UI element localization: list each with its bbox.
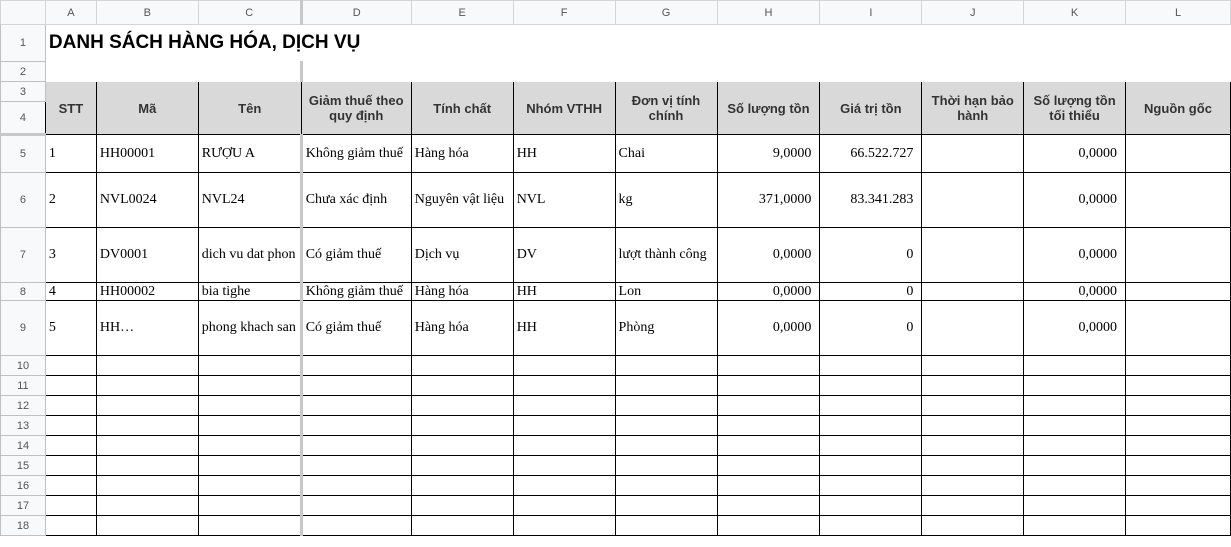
- empty-cell[interactable]: [717, 396, 820, 416]
- empty-cell[interactable]: [45, 376, 96, 396]
- empty-cell[interactable]: [717, 456, 820, 476]
- empty-cell[interactable]: [922, 476, 1024, 496]
- header-thoi-han-bao-hanh[interactable]: Thời hạn bảo hành: [922, 82, 1024, 135]
- cell-ma[interactable]: HH…: [96, 301, 198, 356]
- empty-cell[interactable]: [1126, 376, 1231, 396]
- empty-cell[interactable]: [615, 356, 717, 376]
- cell-sl-ton[interactable]: 0,0000: [717, 228, 820, 283]
- empty-cell[interactable]: [301, 476, 411, 496]
- cell-bao-hanh[interactable]: [922, 228, 1024, 283]
- cell-stt[interactable]: 1: [45, 135, 96, 173]
- cell-a2[interactable]: [45, 62, 301, 82]
- empty-cell[interactable]: [96, 356, 198, 376]
- cell-sl-min[interactable]: 0,0000: [1024, 135, 1126, 173]
- column-header-g[interactable]: G: [615, 1, 717, 25]
- empty-cell[interactable]: [301, 376, 411, 396]
- cell-nhom[interactable]: DV: [513, 228, 615, 283]
- empty-cell[interactable]: [96, 456, 198, 476]
- empty-cell[interactable]: [615, 416, 717, 436]
- empty-cell[interactable]: [45, 416, 96, 436]
- empty-cell[interactable]: [615, 436, 717, 456]
- cell-giam-thue[interactable]: Không giảm thuế: [301, 283, 411, 301]
- empty-cell[interactable]: [301, 356, 411, 376]
- empty-cell[interactable]: [513, 476, 615, 496]
- column-header-row: [1, 1, 1231, 25]
- empty-cell[interactable]: [96, 476, 198, 496]
- empty-cell[interactable]: [198, 416, 301, 436]
- header-giam-thue[interactable]: Giảm thuế theo quy định: [301, 82, 411, 135]
- cell-gt-ton[interactable]: 83.341.283: [820, 173, 922, 228]
- empty-cell[interactable]: [922, 416, 1024, 436]
- empty-cell[interactable]: [198, 516, 301, 536]
- empty-cell[interactable]: [820, 436, 922, 456]
- empty-cell[interactable]: [96, 416, 198, 436]
- empty-cell[interactable]: [615, 476, 717, 496]
- empty-cell[interactable]: [615, 376, 717, 396]
- empty-cell[interactable]: [922, 456, 1024, 476]
- cell-giam-thue[interactable]: Không giảm thuế: [301, 135, 411, 173]
- cell-sl-ton[interactable]: 0,0000: [717, 283, 820, 301]
- empty-cell[interactable]: [1126, 456, 1231, 476]
- column-header-c[interactable]: C: [198, 1, 301, 25]
- empty-row: [1, 496, 1231, 516]
- header-don-vi-tinh[interactable]: Đơn vị tính chính: [615, 82, 717, 135]
- empty-cell[interactable]: [411, 416, 513, 436]
- header-ma[interactable]: Mã: [96, 82, 198, 135]
- empty-cell[interactable]: [1024, 396, 1126, 416]
- empty-cell[interactable]: [820, 496, 922, 516]
- empty-cell[interactable]: [1126, 516, 1231, 536]
- empty-cell[interactable]: [615, 456, 717, 476]
- empty-cell[interactable]: [45, 476, 96, 496]
- row-header-5[interactable]: 5: [1, 135, 46, 173]
- cell-gt-ton[interactable]: 0: [820, 301, 922, 356]
- empty-cell[interactable]: [513, 416, 615, 436]
- empty-cell[interactable]: [96, 516, 198, 536]
- cell-bao-hanh[interactable]: [922, 173, 1024, 228]
- row-header-15[interactable]: 15: [1, 456, 46, 476]
- cell-ten[interactable]: RƯỢU A: [198, 135, 301, 173]
- empty-row: [1, 396, 1231, 416]
- cell-tinh-chat[interactable]: Nguyên vật liệu: [411, 173, 513, 228]
- cell-bao-hanh[interactable]: [922, 135, 1024, 173]
- empty-cell[interactable]: [820, 356, 922, 376]
- empty-cell[interactable]: [1126, 496, 1231, 516]
- empty-cell[interactable]: [513, 456, 615, 476]
- cell-dvt[interactable]: lượt thành công: [615, 228, 717, 283]
- column-header-h[interactable]: H: [717, 1, 820, 25]
- column-header-k[interactable]: K: [1024, 1, 1126, 25]
- cell-gt-ton[interactable]: 0: [820, 228, 922, 283]
- empty-cell[interactable]: [820, 416, 922, 436]
- empty-cell[interactable]: [198, 496, 301, 516]
- empty-cell[interactable]: [922, 376, 1024, 396]
- empty-cell[interactable]: [820, 516, 922, 536]
- empty-cell[interactable]: [198, 396, 301, 416]
- empty-cell[interactable]: [301, 456, 411, 476]
- row-header-14[interactable]: 14: [1, 436, 46, 456]
- cell-tinh-chat[interactable]: Dịch vụ: [411, 228, 513, 283]
- table-row: [1, 283, 1231, 301]
- empty-cell[interactable]: [1024, 416, 1126, 436]
- empty-cell[interactable]: [717, 496, 820, 516]
- column-header-d[interactable]: D: [301, 1, 411, 25]
- cell-stt[interactable]: 5: [45, 301, 96, 356]
- cell-stt[interactable]: 3: [45, 228, 96, 283]
- empty-row: [1, 356, 1231, 376]
- cell-stt[interactable]: 4: [45, 283, 96, 301]
- cell-giam-thue[interactable]: Có giảm thuế: [301, 228, 411, 283]
- cell-sl-ton[interactable]: 9,0000: [717, 135, 820, 173]
- empty-cell[interactable]: [45, 496, 96, 516]
- column-header-j[interactable]: J: [922, 1, 1024, 25]
- header-nhom-vthh[interactable]: Nhóm VTHH: [513, 82, 615, 135]
- cell-gt-ton[interactable]: 66.522.727: [820, 135, 922, 173]
- row-header-17[interactable]: 17: [1, 496, 46, 516]
- cell-nhom[interactable]: HH: [513, 301, 615, 356]
- empty-cell[interactable]: [820, 476, 922, 496]
- empty-cell[interactable]: [1024, 436, 1126, 456]
- empty-cell[interactable]: [1126, 476, 1231, 496]
- cell-giam-thue[interactable]: Có giảm thuế: [301, 301, 411, 356]
- empty-cell[interactable]: [1024, 476, 1126, 496]
- empty-cell[interactable]: [1126, 416, 1231, 436]
- cell-bao-hanh[interactable]: [922, 283, 1024, 301]
- empty-cell[interactable]: [615, 396, 717, 416]
- empty-cell[interactable]: [513, 376, 615, 396]
- empty-cell[interactable]: [1024, 356, 1126, 376]
- header-gia-tri-ton[interactable]: Giá trị tồn: [820, 82, 922, 135]
- cell-nhom[interactable]: NVL: [513, 173, 615, 228]
- empty-cell[interactable]: [96, 436, 198, 456]
- row-header-4[interactable]: 4: [1, 102, 46, 135]
- empty-cell[interactable]: [301, 496, 411, 516]
- empty-cell[interactable]: [301, 416, 411, 436]
- empty-cell[interactable]: [411, 456, 513, 476]
- cell-ten[interactable]: bia tighe: [198, 283, 301, 301]
- empty-cell[interactable]: [820, 456, 922, 476]
- cell-ma[interactable]: NVL0024: [96, 173, 198, 228]
- cell-tinh-chat[interactable]: Hàng hóa: [411, 301, 513, 356]
- cell-nguon-goc[interactable]: [1126, 283, 1231, 301]
- empty-cell[interactable]: [717, 376, 820, 396]
- empty-cell[interactable]: [198, 476, 301, 496]
- empty-row: [1, 516, 1231, 536]
- row-header-1[interactable]: 1: [1, 25, 46, 62]
- empty-cell[interactable]: [45, 436, 96, 456]
- empty-cell[interactable]: [411, 376, 513, 396]
- cell-nhom[interactable]: HH: [513, 135, 615, 173]
- empty-cell[interactable]: [198, 456, 301, 476]
- sheet-row-1: [1, 25, 1231, 62]
- row-header-8[interactable]: 8: [1, 283, 46, 301]
- empty-row: [1, 456, 1231, 476]
- column-header-f[interactable]: F: [513, 1, 615, 25]
- cell-tinh-chat[interactable]: Hàng hóa: [411, 283, 513, 301]
- empty-cell[interactable]: [45, 356, 96, 376]
- table-row: [1, 301, 1231, 356]
- empty-cell[interactable]: [922, 436, 1024, 456]
- sheet-title[interactable]: DANH SÁCH HÀNG HÓA, DỊCH VỤ: [48, 32, 361, 53]
- row-header-13[interactable]: 13: [1, 416, 46, 436]
- header-ten[interactable]: Tên: [198, 82, 301, 135]
- cell-giam-thue[interactable]: Chưa xác định: [301, 173, 411, 228]
- row-header-7[interactable]: 7: [1, 228, 46, 283]
- row-header-16[interactable]: 16: [1, 476, 46, 496]
- row-header-12[interactable]: 12: [1, 396, 46, 416]
- empty-cell[interactable]: [1126, 436, 1231, 456]
- row-header-3[interactable]: 3: [1, 82, 46, 102]
- cell-d2[interactable]: [301, 62, 1230, 82]
- empty-cell[interactable]: [922, 496, 1024, 516]
- row-header-10[interactable]: 10: [1, 356, 46, 376]
- cell-sl-ton[interactable]: 0,0000: [717, 301, 820, 356]
- empty-cell[interactable]: [1126, 356, 1231, 376]
- cell-sl-min[interactable]: 0,0000: [1024, 173, 1126, 228]
- table-row: [1, 228, 1231, 283]
- empty-cell[interactable]: [411, 516, 513, 536]
- empty-cell[interactable]: [615, 516, 717, 536]
- empty-cell[interactable]: [717, 436, 820, 456]
- empty-cell[interactable]: [411, 356, 513, 376]
- empty-cell[interactable]: [198, 356, 301, 376]
- empty-cell[interactable]: [301, 436, 411, 456]
- row-header-18[interactable]: 18: [1, 516, 46, 536]
- cell-ten[interactable]: dich vu dat phon: [198, 228, 301, 283]
- empty-row: [1, 376, 1231, 396]
- empty-row: [1, 476, 1231, 496]
- cell-nguon-goc[interactable]: [1126, 228, 1231, 283]
- empty-cell[interactable]: [411, 496, 513, 516]
- empty-cell[interactable]: [96, 496, 198, 516]
- empty-row: [1, 436, 1231, 456]
- empty-cell[interactable]: [411, 396, 513, 416]
- select-all-corner[interactable]: [1, 1, 46, 25]
- header-so-luong-ton-toi-thieu[interactable]: Số lượng tồn tối thiểu: [1024, 82, 1126, 135]
- empty-cell[interactable]: [198, 436, 301, 456]
- empty-cell[interactable]: [513, 516, 615, 536]
- empty-cell[interactable]: [45, 456, 96, 476]
- cell-nguon-goc[interactable]: [1126, 301, 1231, 356]
- table-row: [1, 135, 1231, 173]
- empty-cell[interactable]: [1024, 516, 1126, 536]
- cell-nguon-goc[interactable]: [1126, 135, 1231, 173]
- empty-cell[interactable]: [1024, 376, 1126, 396]
- cell-dvt[interactable]: kg: [615, 173, 717, 228]
- empty-cell[interactable]: [96, 376, 198, 396]
- row-header-11[interactable]: 11: [1, 376, 46, 396]
- empty-cell[interactable]: [45, 396, 96, 416]
- empty-cell[interactable]: [1024, 456, 1126, 476]
- cell-sl-min[interactable]: 0,0000: [1024, 301, 1126, 356]
- header-nguon-goc[interactable]: Nguồn gốc: [1126, 82, 1231, 135]
- sheet-row-2: [1, 62, 1231, 82]
- cell-stt[interactable]: 2: [45, 173, 96, 228]
- cell-gt-ton[interactable]: 0: [820, 283, 922, 301]
- empty-cell[interactable]: [45, 516, 96, 536]
- empty-cell[interactable]: [198, 376, 301, 396]
- empty-cell[interactable]: [922, 396, 1024, 416]
- row-header-6[interactable]: 6: [1, 173, 46, 228]
- empty-cell[interactable]: [615, 496, 717, 516]
- empty-row: [1, 416, 1231, 436]
- empty-cell[interactable]: [513, 396, 615, 416]
- cell-nhom[interactable]: HH: [513, 283, 615, 301]
- empty-cell[interactable]: [411, 436, 513, 456]
- header-tinh-chat[interactable]: Tính chất: [411, 82, 513, 135]
- cell-ten[interactable]: NVL24: [198, 173, 301, 228]
- empty-cell[interactable]: [96, 396, 198, 416]
- cell-tinh-chat[interactable]: Hàng hóa: [411, 135, 513, 173]
- cell-sl-ton[interactable]: 371,0000: [717, 173, 820, 228]
- header-stt[interactable]: STT: [45, 82, 96, 135]
- cell-ma[interactable]: DV0001: [96, 228, 198, 283]
- row-header-9[interactable]: 9: [1, 301, 46, 356]
- column-header-l[interactable]: L: [1126, 1, 1231, 25]
- empty-cell[interactable]: [411, 476, 513, 496]
- empty-cell[interactable]: [1126, 396, 1231, 416]
- row-header-2[interactable]: 2: [1, 62, 46, 82]
- cell-sl-min[interactable]: 0,0000: [1024, 283, 1126, 301]
- cell-sl-min[interactable]: 0,0000: [1024, 228, 1126, 283]
- cell-dvt[interactable]: Phòng: [615, 301, 717, 356]
- empty-cell[interactable]: [513, 356, 615, 376]
- cell-ten[interactable]: phong khach san: [198, 301, 301, 356]
- cell-nguon-goc[interactable]: [1126, 173, 1231, 228]
- column-header-b[interactable]: B: [96, 1, 198, 25]
- cell-dvt[interactable]: Lon: [615, 283, 717, 301]
- cell-ma[interactable]: HH00002: [96, 283, 198, 301]
- sheet-row-3: [1, 82, 1231, 102]
- cell-ma[interactable]: HH00001: [96, 135, 198, 173]
- table-row: [1, 173, 1231, 228]
- empty-cell[interactable]: [820, 376, 922, 396]
- header-so-luong-ton[interactable]: Số lượng tồn: [717, 82, 820, 135]
- empty-cell[interactable]: [922, 356, 1024, 376]
- empty-cell[interactable]: [513, 436, 615, 456]
- empty-cell[interactable]: [820, 396, 922, 416]
- empty-cell[interactable]: [717, 516, 820, 536]
- empty-cell[interactable]: [717, 416, 820, 436]
- column-header-e[interactable]: E: [411, 1, 513, 25]
- column-header-i[interactable]: I: [820, 1, 922, 25]
- empty-cell[interactable]: [301, 516, 411, 536]
- empty-cell[interactable]: [513, 496, 615, 516]
- column-header-a[interactable]: A: [45, 1, 96, 25]
- empty-cell[interactable]: [922, 516, 1024, 536]
- cell-dvt[interactable]: Chai: [615, 135, 717, 173]
- empty-cell[interactable]: [717, 356, 820, 376]
- empty-cell[interactable]: [717, 476, 820, 496]
- empty-cell[interactable]: [301, 396, 411, 416]
- cell-bao-hanh[interactable]: [922, 301, 1024, 356]
- empty-cell[interactable]: [1024, 496, 1126, 516]
